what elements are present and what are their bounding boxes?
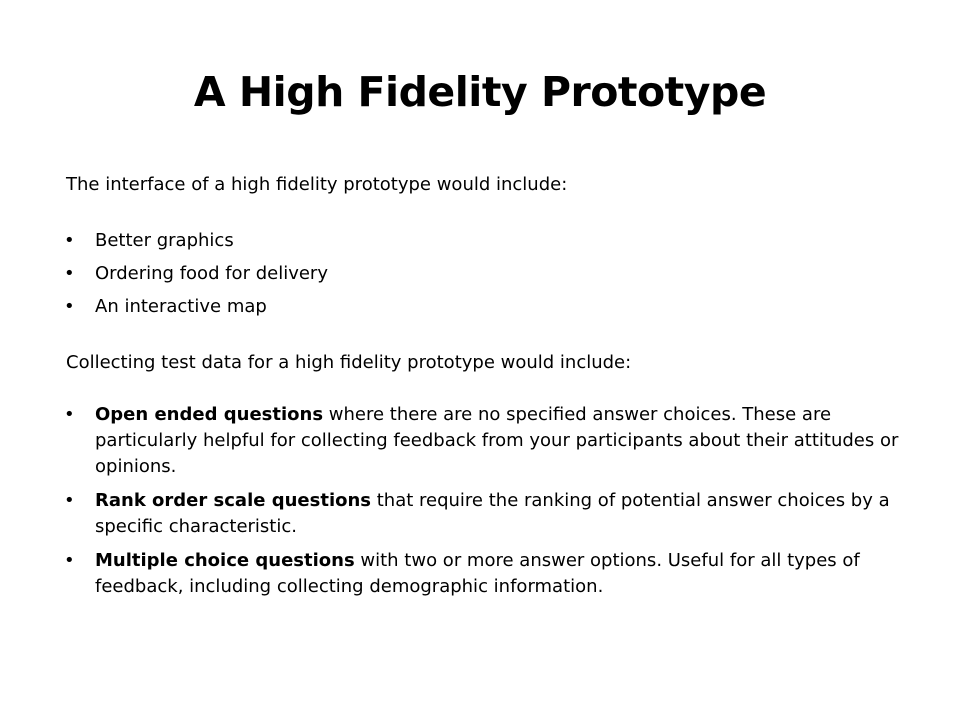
bullet-icon: •	[64, 296, 75, 317]
testdata-intro: Collecting test data for a high fidelity prototype would include:	[66, 352, 632, 373]
bullet-icon: •	[64, 263, 75, 284]
list-item	[66, 294, 906, 320]
desc-open-ended: where there are no specified answer choices. These are particularly helpful for collecting feedback from your participants about their attitudes or opinions.	[95, 404, 899, 477]
interface-item-ordering: Ordering food for delivery	[95, 263, 328, 284]
list-item	[66, 228, 906, 254]
bullet-icon: •	[64, 404, 75, 425]
slide-body	[66, 172, 906, 608]
desc-multiple-choice: with two or more answer options. Useful for all types of feedback, including collecting demographic information.	[95, 550, 860, 597]
term-rank-order: Rank order scale questions	[95, 490, 372, 511]
list-item	[66, 548, 906, 600]
term-open-ended: Open ended questions	[95, 404, 324, 425]
desc-rank-order: that require the ranking of potential answer choices by a specific characteristic.	[95, 490, 890, 537]
slide-title: A High Fidelity Prototype	[193, 68, 767, 116]
bullet-icon: •	[64, 490, 75, 511]
bullet-icon: •	[64, 550, 75, 571]
list-item	[66, 488, 906, 540]
interface-list	[66, 228, 906, 320]
list-item	[66, 261, 906, 287]
list-item	[66, 402, 906, 480]
interface-item-map: An interactive map	[95, 296, 267, 317]
testdata-list	[66, 402, 906, 600]
bullet-icon: •	[64, 230, 75, 251]
interface-item-graphics: Better graphics	[95, 230, 234, 251]
term-multiple-choice: Multiple choice questions	[95, 550, 355, 571]
interface-intro: The interface of a high fidelity prototype would include:	[66, 174, 568, 195]
